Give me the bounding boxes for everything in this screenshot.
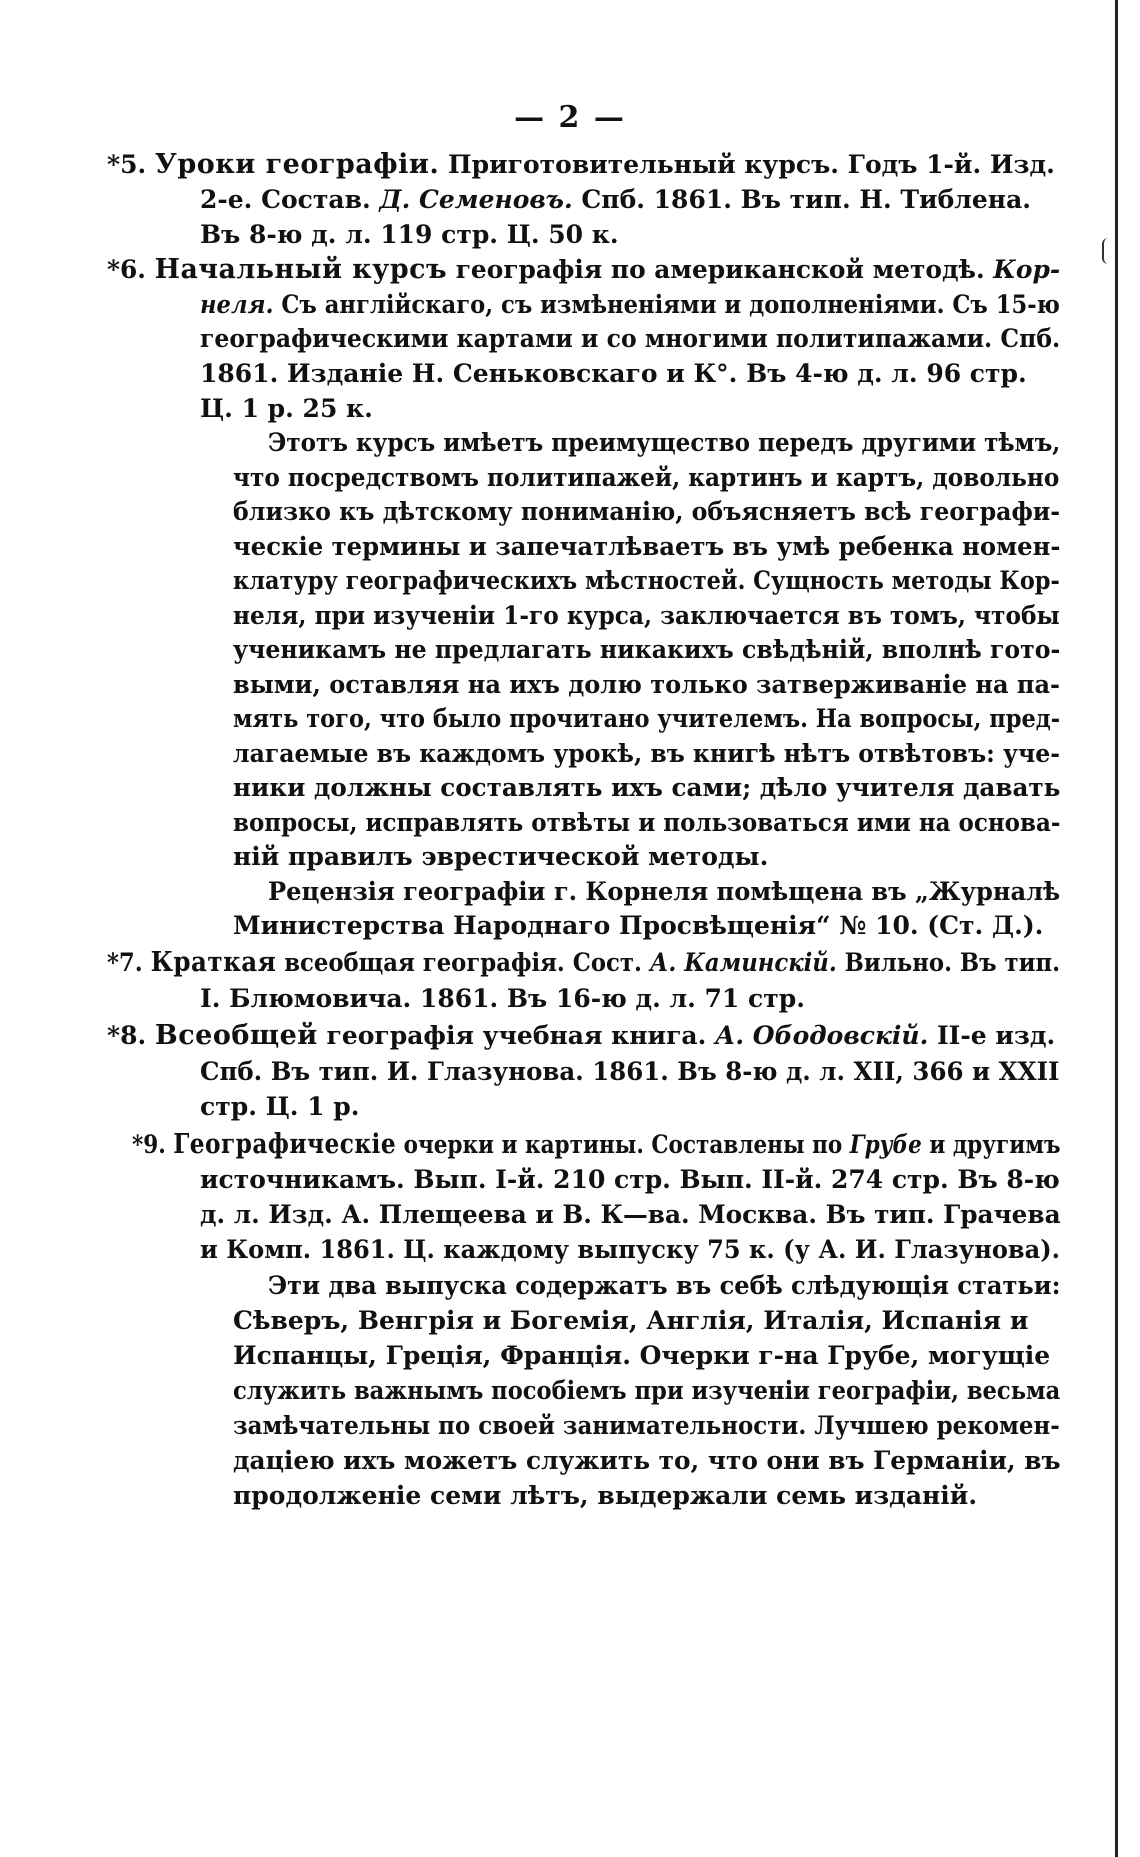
entry-6-line-4: 1861. Изданіе Н. Сеньковскаго и К°. Въ 4-ю д. л. 96 стр. — [200, 359, 1027, 388]
entry-6-line-3: географическими картами и со многими политипажами. Спб. — [200, 324, 1061, 353]
entry-text: Вильно. Въ тип. — [836, 948, 1061, 977]
entry-number: *7. — [107, 948, 143, 977]
margin-mark — [1102, 238, 1110, 264]
entry-text: 2-е. Состав. — [200, 185, 380, 214]
entry-8-line-2: Спб. Въ тип. И. Глазунова. 1861. Въ 8-ю д. л. XII, 366 и XXII — [200, 1057, 1060, 1086]
review-6-line-7: ученикамъ не предлагать никакихъ свѣдѣній, вполнѣ гото- — [233, 635, 1061, 664]
entry-text: Приготовительный курсъ. Годъ 1-й. Изд. — [439, 150, 1055, 179]
entry-7-line-1 — [107, 946, 1060, 980]
review-6-line-3: близко къ дѣтскому пониманію, объясняетъ всѣ географи- — [233, 497, 1061, 526]
note-6-line-2: Министерства Народнаго Просвѣщенія“ № 10. (Ст. Д.). — [233, 911, 1044, 940]
entry-5-line-1 — [107, 148, 1055, 182]
note-6-line-1: Рецензія географіи г. Корнеля помѣщена въ „Журналѣ — [268, 877, 1061, 906]
review-6-line-10: лагаемые въ каждомъ урокѣ, въ книгѣ нѣтъ отвѣтовъ: уче- — [233, 739, 1061, 768]
review-6-line-4: ческіе термины и запечатлѣваетъ въ умѣ ребенка номен- — [233, 532, 1061, 561]
author-name: Кор- — [993, 255, 1061, 284]
entry-5-line-2 — [200, 183, 1031, 217]
page-number: — 2 — — [514, 100, 626, 135]
entry-text: Съ англійскаго, съ измѣненіями и дополненіями. Съ 15-ю — [273, 290, 1060, 319]
review-9-line-3: Испанцы, Греція, Франція. Очерки г-на Грубе, могущіе — [233, 1341, 1051, 1370]
review-6-line-8: выми, оставляя на ихъ долю только затверживаніе на па- — [233, 670, 1061, 699]
entry-9-line-3: д. л. Изд. А. Плещеева и В. К—ва. Москва. Въ тип. Грачева — [200, 1200, 1061, 1229]
entry-heading: Уроки географіи. — [154, 149, 440, 180]
entry-9-line-4: и Комп. 1861. Ц. каждому выпуску 75 к. (у А. И. Глазунова). — [200, 1235, 1060, 1264]
entry-8-line-1 — [107, 1019, 1055, 1053]
entry-6-line-1 — [107, 253, 1060, 287]
review-6-line-2: что посредствомъ политипажей, картинъ и картъ, довольно — [233, 463, 1060, 492]
entry-text: II-е изд. — [928, 1021, 1056, 1050]
review-6-line-6: неля, при изученіи 1-го курса, заключается въ томъ, чтобы — [233, 601, 1060, 630]
entry-5-line-3: Въ 8-ю д. л. 119 стр. Ц. 50 к. — [200, 220, 619, 249]
review-9-line-7: продолженіе семи лѣтъ, выдержали семь изданій. — [233, 1481, 978, 1510]
entry-number: *8. — [107, 1021, 147, 1050]
review-9-line-1: Эти два выпуска содержатъ въ себѣ слѣдующія статьи: — [268, 1271, 1061, 1300]
entry-9-line-2: источникамъ. Вып. І-й. 210 стр. Вып. II-й. 274 стр. Въ 8-ю — [200, 1165, 1060, 1194]
entry-6-line-5: Ц. 1 р. 25 к. — [200, 394, 373, 423]
entry-text: географія учебная книга. — [317, 1021, 715, 1050]
entry-number: *6. — [107, 255, 146, 284]
entry-9-line-1 — [132, 1128, 1060, 1162]
review-6-line-12: вопросы, исправлять отвѣты и пользоваться ими на основа- — [233, 808, 1061, 837]
review-6-line-9: мять того, что было прочитано учителемъ. На вопросы, пред- — [233, 704, 1061, 733]
entry-text: и другимъ — [921, 1130, 1061, 1159]
author-name: Д. Семеновъ. — [379, 185, 573, 214]
entry-text: Спб. 1861. Въ тип. Н. Тиблена. — [572, 185, 1031, 214]
review-9-line-4: служить важнымъ пособіемъ при изученіи географіи, весьма — [233, 1376, 1061, 1405]
entry-6-line-2 — [200, 288, 1060, 322]
review-9-line-5: замѣчательны по своей занимательности. Лучшею рекомен- — [233, 1411, 1060, 1440]
entry-heading: Всеобщей — [154, 1020, 318, 1051]
author-name: Грубе — [849, 1130, 922, 1159]
entry-text: географія по американской методѣ. — [447, 255, 994, 284]
entry-7-line-2: І. Блюмовича. 1861. Въ 16-ю д. л. 71 стр. — [200, 984, 805, 1013]
author-name: А. Ободовскій. — [715, 1021, 929, 1050]
entry-heading: Географическіе — [173, 1129, 397, 1160]
review-6-line-1: Этотъ курсъ имѣетъ преимущество передъ другими тѣмъ, — [268, 428, 1061, 457]
entry-8-line-3: стр. Ц. 1 р. — [200, 1092, 360, 1121]
review-9-line-6: даціею ихъ можетъ служить то, что они въ Германіи, въ — [233, 1446, 1061, 1475]
entry-number: *5. — [107, 150, 147, 179]
review-6-line-13: ній правилъ эврестической методы. — [233, 842, 769, 871]
review-6-line-11: ники должны составлять ихъ сами; дѣло учителя давать — [233, 773, 1061, 802]
entry-text: всеобщая географія. Сост. — [276, 948, 650, 977]
review-6-line-5: клатуру географическихъ мѣстностей. Сущность методы Кор- — [233, 566, 1060, 595]
entry-text: очерки и картины. Составлены по — [396, 1130, 850, 1159]
entry-heading: Начальный курсъ — [154, 254, 448, 285]
review-9-line-2: Сѣверъ, Венгрія и Богемія, Англія, Италія, Испанія и — [233, 1306, 1029, 1335]
entry-heading: Краткая — [150, 947, 277, 978]
page-edge-line — [1115, 0, 1118, 1857]
author-name: А. Каминскій. — [649, 948, 837, 977]
author-name: неля. — [200, 290, 274, 319]
entry-number: *9. — [132, 1130, 166, 1159]
